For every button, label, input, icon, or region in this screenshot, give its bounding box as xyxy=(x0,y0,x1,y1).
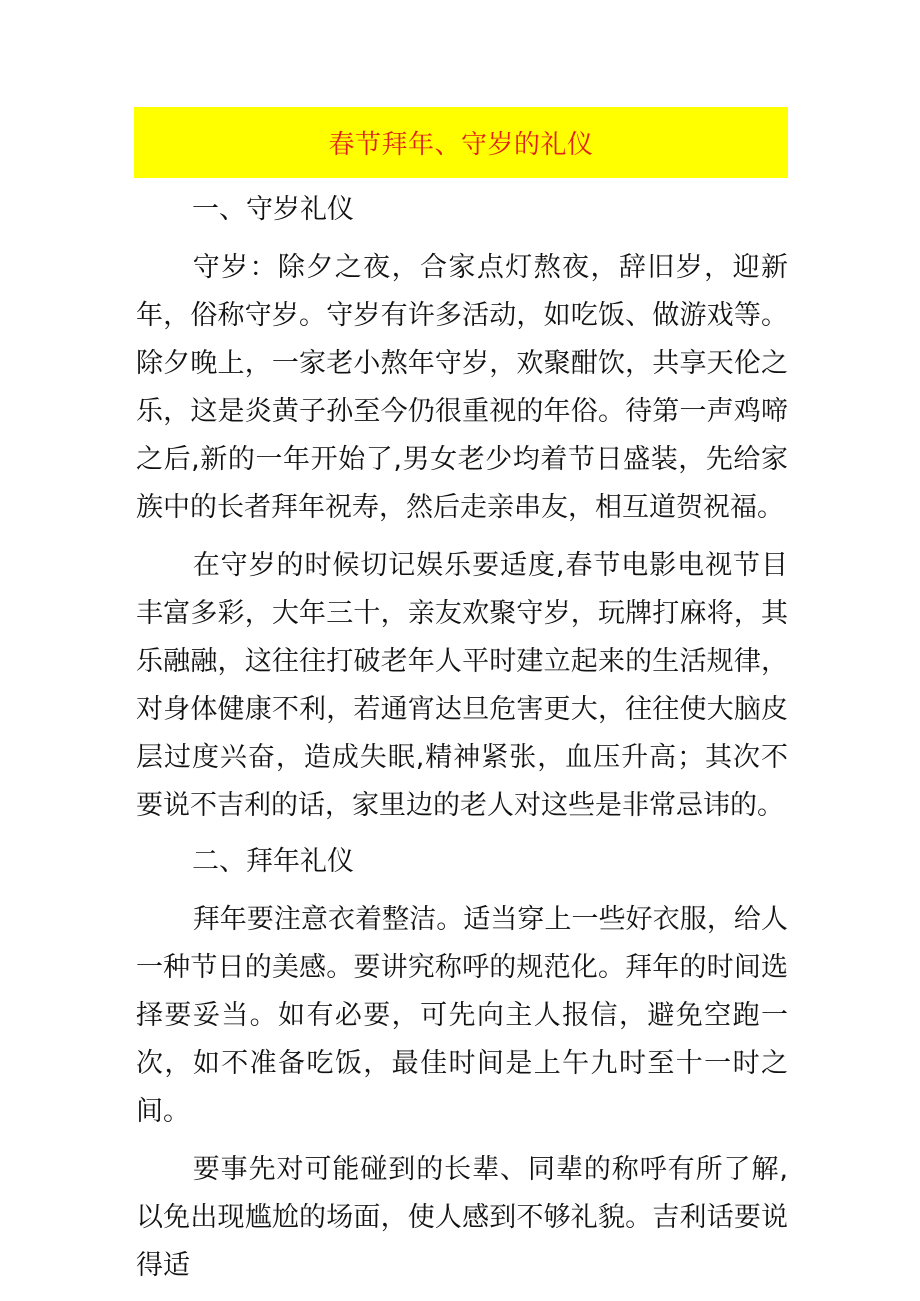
title-banner xyxy=(134,107,788,178)
document-title: 春节拜年、守岁的礼仪 xyxy=(328,130,594,160)
paragraph: 拜年要注意衣着整洁。适当穿上一些好衣服，给人一种节日的美感。要讲究称呼的规范化。拜年的时间选择要妥当。如有必要，可先向主人报信，避免空跑一次，如不准备吃饭，最佳时间是上午九时至十一时之间。 xyxy=(136,904,788,1127)
document-body xyxy=(136,186,788,1290)
section-heading: 二、拜年礼仪 xyxy=(192,846,354,877)
section-heading: 一、守岁礼仪 xyxy=(192,194,354,225)
paragraph: 要事先对可能碰到的长辈、同辈的称呼有所了解,以免出现尴尬的场面，使人感到不够礼貌。吉利话要说得适 xyxy=(136,1154,788,1281)
paragraph: 在守岁的时候切记娱乐要适度,春节电影电视节目丰富多彩，大年三十，亲友欢聚守岁，玩牌打麻将，其乐融融，这往往打破老年人平时建立起来的生活规律，对身体健康不利，若通宵达旦危害更大，往往使大脑皮层过度兴奋，造成失眠,精神紧张，血压升高；其次不要说不吉利的话，家里边的老人对这些是非常忌讳的。 xyxy=(136,550,788,821)
paragraph: 守岁：除夕之夜，合家点灯熬夜，辞旧岁，迎新年，俗称守岁。守岁有许多活动，如吃饭、做游戏等。除夕晚上，一家老小熬年守岁，欢聚酣饮，共享天伦之乐，这是炎黄子孙至今仍很重视的年俗。待第一声鸡啼之后,新的一年开始了,男女老少均着节日盛装，先给家族中的长者拜年祝寿，然后走亲串友，相互道贺祝福。 xyxy=(136,252,788,523)
